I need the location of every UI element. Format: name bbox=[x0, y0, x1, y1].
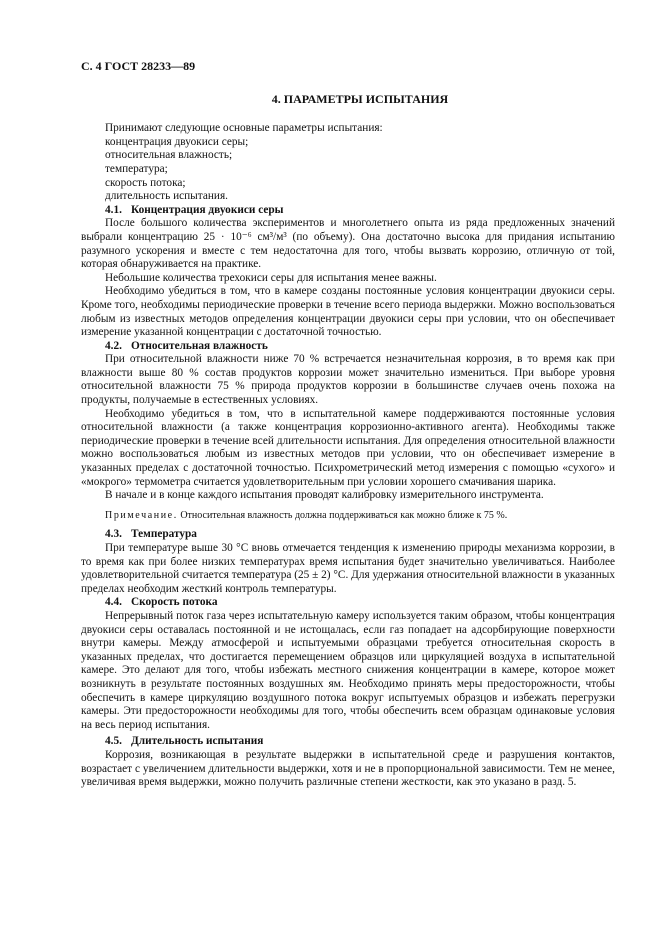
intro-line: скорость потока; bbox=[105, 176, 186, 189]
paragraph: Необходимо убедиться в том, что в камере созданы постоянные условия концентрации двуокиси серы. Кроме того, необходимы периодические проверки в течение всего периода выдержки. Можно воспользоваться любым из известных методов определения концентрации двуокиси серы при условии, что он обеспечивает измерение указанной концентрации с достаточной точностью. bbox=[81, 285, 615, 339]
note-label: Примечание. bbox=[105, 509, 178, 521]
intro-list bbox=[81, 122, 615, 204]
subsection-heading-4-5 bbox=[81, 735, 615, 749]
subsection-heading-4-1 bbox=[81, 204, 615, 218]
subsection-number: 4.4. bbox=[105, 596, 122, 609]
intro-line: температура; bbox=[105, 162, 168, 175]
intro-line: Принимают следующие основные параметры испытания: bbox=[105, 122, 383, 135]
paragraph: После большого количества экспериментов и многолетнего опыта из ряда предложенных значений выбрали концентрацию 25 · 10⁻⁶ см³/м³ (по объему). Она достаточно высока для придания испытанию разумного ускорения и вместе с тем недостаточна для того, чтобы вызвать коррозию, отличную от той, которая обнаруживается на практике. bbox=[81, 217, 615, 271]
subsection-number: 4.2. bbox=[105, 339, 122, 352]
subsection-heading-4-3 bbox=[81, 528, 615, 542]
note bbox=[81, 509, 615, 523]
paragraph: В начале и в конце каждого испытания проводят калибровку измерительного инструмента. bbox=[105, 489, 544, 502]
subsection-title: Длительность испытания bbox=[131, 735, 264, 748]
section-title: 4. ПАРАМЕТРЫ ИСПЫТАНИЯ bbox=[271, 91, 449, 106]
subsection-title: Концентрация двуокиси серы bbox=[131, 203, 284, 216]
subsection-number: 4.1. bbox=[105, 203, 122, 216]
subsection-number: 4.3. bbox=[105, 528, 122, 541]
paragraph: При относительной влажности ниже 70 % встречается незначительная коррозия, в то время как при влажности выше 80 % состав продуктов коррозии может значительно измениться. При выборе уровня относительной влажности 75 % природа продуктов коррозии в большинстве случаев очень похожа на продукты, получаемые в естественных условиях. bbox=[81, 353, 615, 407]
subsection-number: 4.5. bbox=[105, 735, 122, 748]
intro-line: относительная влажность; bbox=[105, 149, 233, 162]
paragraph: Необходимо убедиться в том, что в испытательной камере поддерживаются постоянные условия относительной влажности (а также концентрация коррозионно-активного агента). Необходимы также периодические проверки в течение всей длительности испытания. Для определения относительной влажности можно воспользоваться любым из известных методов при условии, что он обеспечивает измерение в указанных пределах с достаточной точностью. Психрометрический метод измерения с помощью «сухого» и «мокрого» термометра считается удовлетворительным при условии хорошего смачивания шарика. bbox=[81, 407, 615, 488]
page-header: С. 4 ГОСТ 28233—89 bbox=[81, 59, 196, 73]
subsection-heading-4-4 bbox=[81, 596, 615, 610]
paragraph: Небольшие количества трехокиси серы для испытания менее важны. bbox=[105, 271, 437, 284]
subsection-heading-4-2 bbox=[81, 340, 615, 354]
note-text: Относительная влажность должна поддерживаться как можно ближе к 75 %. bbox=[180, 509, 508, 521]
paragraph: Непрерывный поток газа через испытательную камеру используется таким образом, чтобы концентрация двуокиси серы оставалась постоянной и не истощалась, если газ попадает на адсорбирующие поверхности внутри камеры. Между атмосферой и испытуемыми образцами требуется относительная скорость в указанных пределах, что достигается перемещением образцов или циркуляцией воздуха в испытательной камере. Это делают для того, чтобы избежать местного снижения концентрации в камере, которое может возникнуть в результате постоянных воздушных ям. Необходимо принять меры предосторожности, чтобы обеспечить в камере циркуляцию воздушного потока вокруг испытуемых образцов и избежать перегрузки камеры. Эти предосторожности необходимы для того, чтобы обеспечить всем образцам одинаковые условия на весь период испытания. bbox=[81, 609, 615, 731]
subsection-title: Температура bbox=[131, 528, 197, 541]
intro-line: длительность испытания. bbox=[105, 190, 228, 203]
document-page bbox=[81, 60, 615, 790]
paragraph: При температуре выше 30 °С вновь отмечается тенденция к изменению природы механизма коррозии, в то время как при более низких температурах время испытания будет значительно увеличиваться. Наиболее удовлетворительной считается температура (25 ± 2) °С. Для удержания относительной влажности в указанных пределах необходим жесткий контроль температуры. bbox=[81, 542, 615, 595]
paragraph: Коррозия, возникающая в результате выдержки в испытательной среде и разрушения контактов, возрастает с увеличением длительности выдержки, хотя и не в пропорциональной зависимости. Тем не менее, увеличивая время выдержки, можно получить различные степени жесткости, как это указано в разд. 5. bbox=[81, 748, 615, 789]
subsection-title: Скорость потока bbox=[131, 596, 218, 609]
intro-line: концентрация двуокиси серы; bbox=[105, 135, 249, 148]
subsection-title: Относительная влажность bbox=[131, 339, 268, 352]
